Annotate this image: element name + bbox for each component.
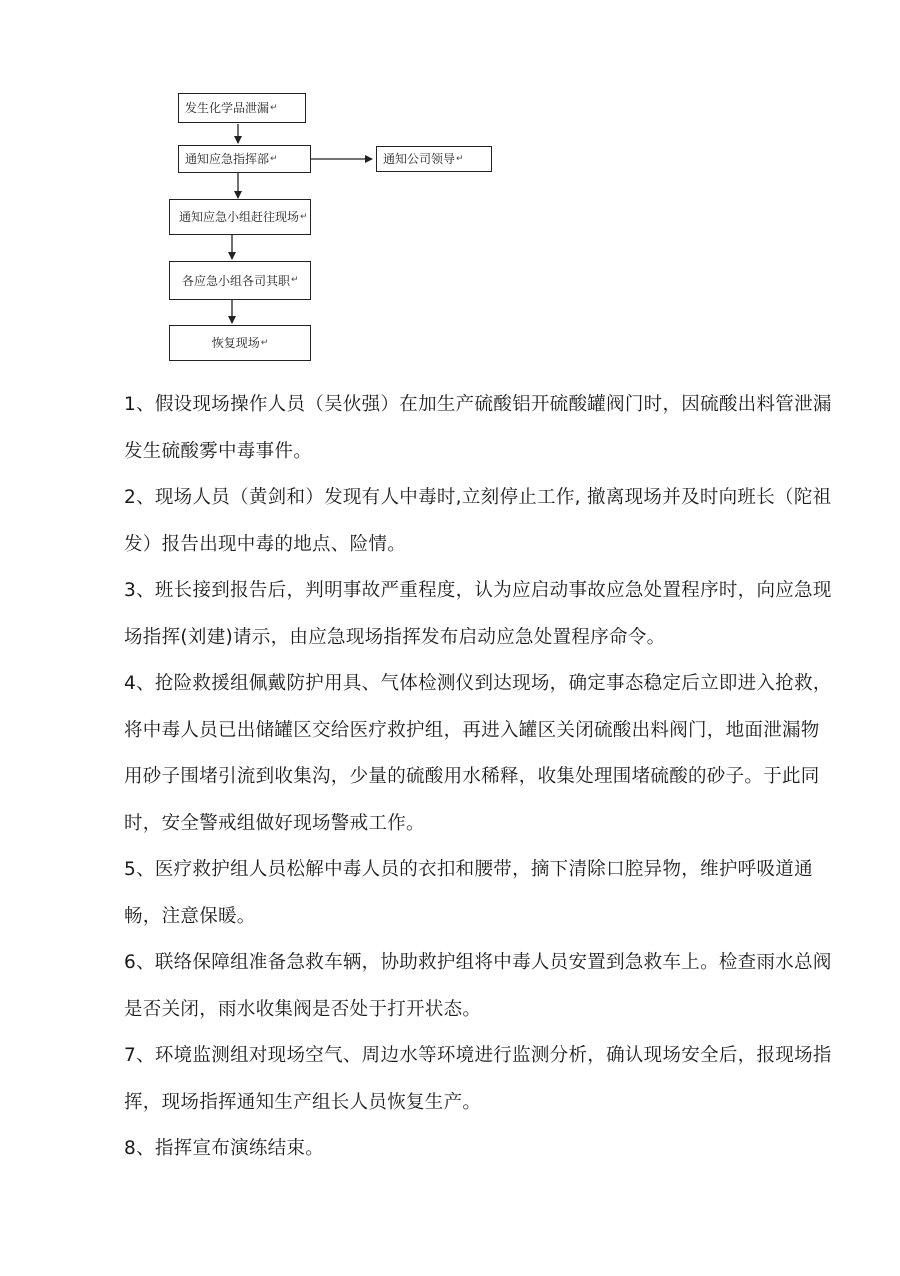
procedure-step-2: 2、现场人员（黄剑和）发现有人中毒时,立刻停止工作, 撤离现场并及时向班长（陀祖发）报告出现中毒的地点、险情。 [124, 487, 832, 555]
procedure-step-8: 8、指挥宣布演练结束。 [124, 1138, 325, 1159]
procedure-step-3: 3、班长接到报告后，判明事故严重程度，认为应启动事故应急处置程序时，向应急现场指挥(刘建)请示，由应急现场指挥发布启动应急处置程序命令。 [124, 580, 832, 648]
procedure-step-4: 4、抢险救援组佩戴防护用具、气体检测仪到达现场，确定事态稳定后立即进入抢救，将中毒人员已出储罐区交给医疗救护组，再进入罐区关闭硫酸出料阀门，地面泄漏物用砂子围堵引流到收集沟，少量的硫酸用水稀释，收集处理围堵硫酸的砂子。于此同时，安全警戒组做好现场警戒工作。 [124, 673, 832, 834]
flowchart-connectors [0, 0, 900, 380]
flow-step-1-label: 发生化学品泄漏 [185, 101, 270, 115]
flow-step-5 [169, 325, 311, 361]
flow-step-2-label: 通知应急指挥部 [185, 152, 270, 166]
procedure-step-1: 1、假设现场操作人员（吴伙强）在加生产硫酸铝开硫酸罐阀门时，因硫酸出料管泄漏发生硫酸雾中毒事件。 [124, 394, 832, 462]
drill-procedure-text [124, 382, 836, 1173]
flow-side-step [376, 146, 492, 172]
flow-step-3-label: 通知应急小组赶往现场 [179, 210, 300, 224]
paragraph-mark: ↵ [270, 153, 278, 164]
procedure-step-7: 7、环境监测组对现场空气、周边水等环境进行监测分析，确认现场安全后，报现场指挥，现场指挥通知生产组长人员恢复生产。 [124, 1045, 832, 1113]
flow-step-1 [178, 93, 306, 123]
flow-step-3 [169, 199, 311, 235]
flow-side-step-label: 通知公司领导 [383, 152, 456, 166]
paragraph-mark: ↵ [270, 102, 278, 113]
flow-step-5-label: 恢复现场 [211, 336, 260, 350]
flow-step-2 [178, 145, 311, 173]
paragraph-mark: ↵ [260, 337, 269, 348]
flow-step-4-label: 各应急小组各司其职 [182, 273, 291, 288]
paragraph-mark: ↵ [456, 153, 464, 164]
procedure-step-5: 5、医疗救护组人员松解中毒人员的衣扣和腰带，摘下清除口腔异物，维护呼吸道通畅，注意保暖。 [124, 859, 813, 927]
paragraph-mark: ↵ [291, 275, 299, 285]
emergency-flowchart [0, 0, 900, 380]
paragraph-mark: ↵ [300, 211, 308, 222]
flow-step-4 [169, 261, 311, 300]
procedure-step-6: 6、联络保障组准备急救车辆，协助救护组将中毒人员安置到急救车上。检查雨水总阀是否关闭，雨水收集阀是否处于打开状态。 [124, 952, 832, 1020]
